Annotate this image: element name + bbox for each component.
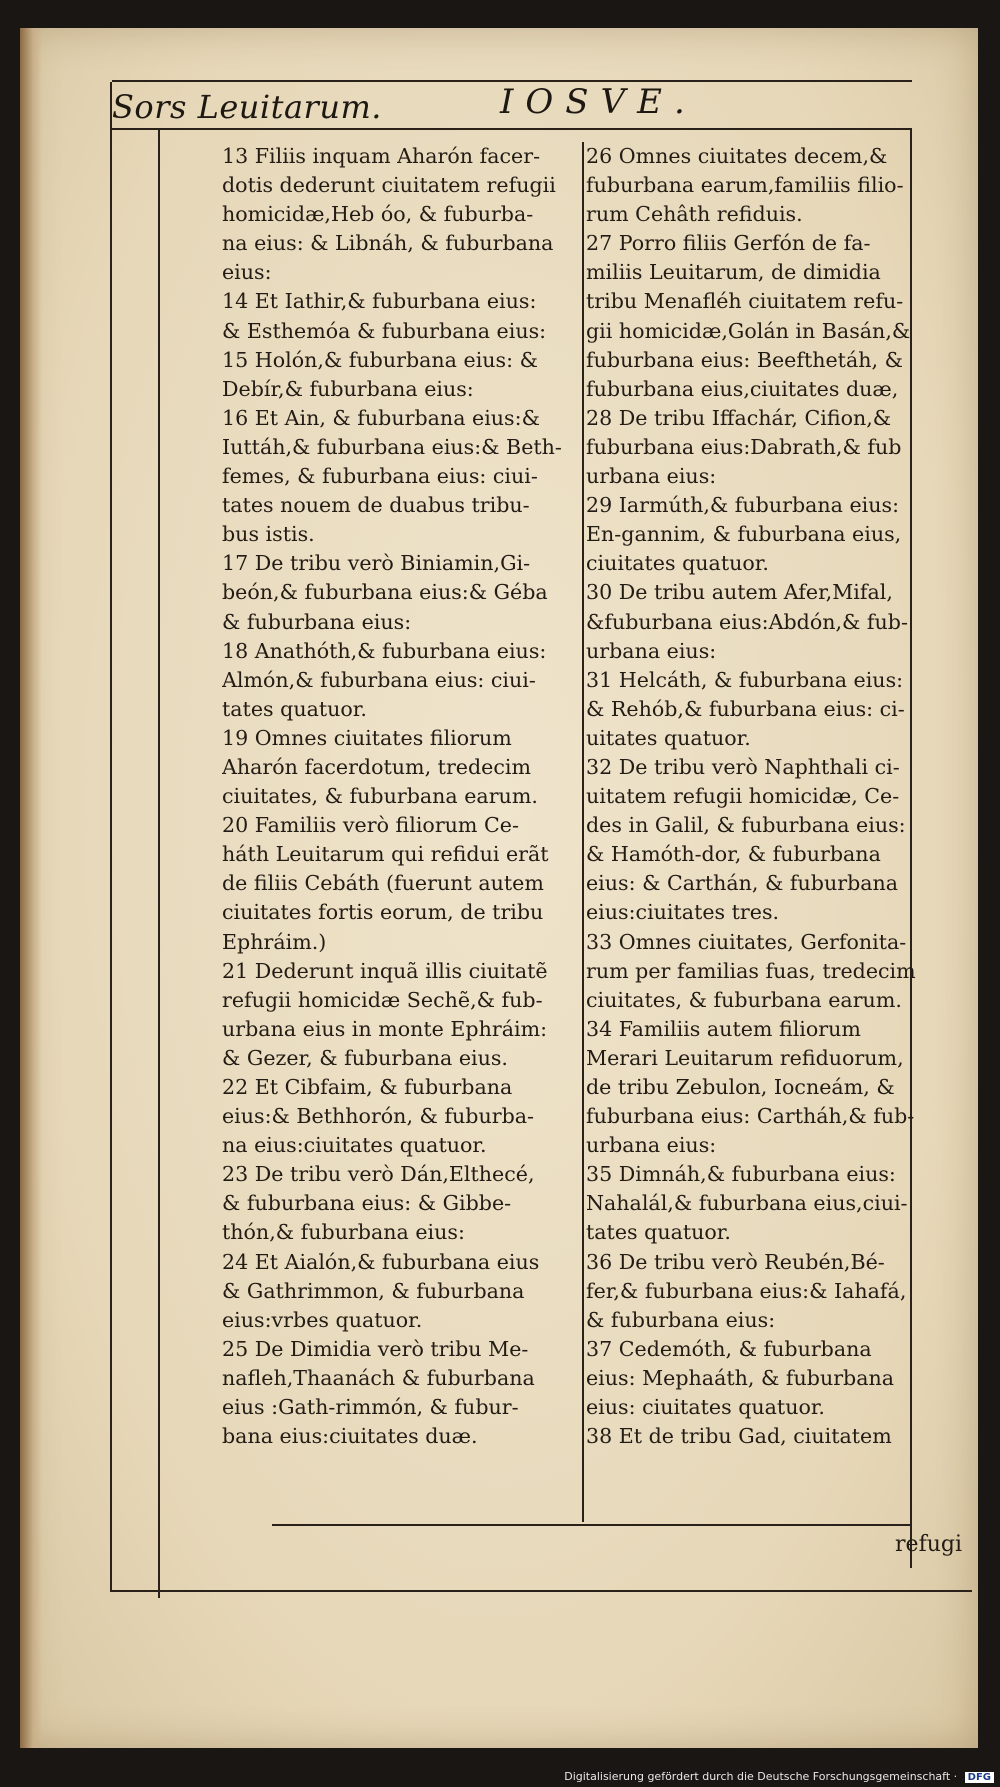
text-line: bana eius:ciuitates duæ.	[222, 1424, 478, 1449]
text-line: fuburbana eius: Cartháh,& fub-	[586, 1104, 915, 1129]
text-line: urbana eius:	[586, 464, 717, 489]
text-line: 32 De tribu verò Naphthali ci-	[586, 754, 900, 779]
text-line: uitates quatuor.	[586, 725, 751, 750]
text-line: fuburbana earum,familiis filio-	[586, 173, 904, 198]
frame-left-rule	[110, 82, 112, 1592]
text-line: & fuburbana eius:	[586, 1307, 776, 1332]
dfg-logo: DFG	[965, 1772, 994, 1783]
text-line: de filiis Cebáth (fuerunt autem	[222, 871, 544, 896]
text-line: 35 Dimnáh,& fuburbana eius:	[586, 1162, 896, 1187]
right-text-column	[586, 142, 971, 1451]
text-line: 34 Familiis autem filiorum	[586, 1016, 861, 1041]
text-line: fuburbana eius,ciuitates duæ,	[586, 376, 899, 401]
text-line: na eius: & Libnáh, & fuburbana	[222, 231, 554, 256]
header-bottom-rule	[112, 128, 912, 130]
text-line: fuburbana eius: Beefthetáh, &	[586, 347, 903, 372]
text-line: de tribu Zebulon, Iocneám, &	[586, 1075, 895, 1099]
text-line: Iuttáh,& fuburbana eius:& Beth-	[222, 434, 562, 459]
text-line: 22 Et Cibfaim, & fuburbana	[222, 1075, 513, 1099]
text-line: ciuitates fortis eorum, de tribu	[222, 900, 544, 925]
text-line: 28 De tribu Iffachár, Cifion,&	[586, 405, 892, 430]
text-line: & Hamóth-dor, & fuburbana	[586, 842, 881, 867]
text-line: 27 Porro filiis Gerfón de fa-	[586, 231, 871, 256]
text-line: urbana eius:	[586, 638, 717, 663]
text-line: 29 Iarmúth,& fuburbana eius:	[586, 493, 900, 518]
text-line: Nahalál,& fuburbana eius,ciui-	[586, 1191, 908, 1216]
text-line: eius:ciuitates tres.	[586, 900, 780, 925]
text-line: miliis Leuitarum, de dimidia	[586, 260, 881, 285]
text-line: En-gannim, & fuburbana eius,	[586, 522, 902, 547]
text-line: Ephráim.)	[222, 929, 327, 954]
text-line: 30 De tribu autem Afer,Mifal,	[586, 580, 893, 605]
credit-text: Digitalisierung gefördert durch die Deutsche Forschungsgemeinschaft	[564, 1770, 951, 1783]
text-line: eius:& Bethhorón, & fuburba-	[222, 1104, 535, 1129]
text-line: rum per familias fuas, tredecim	[586, 958, 916, 983]
text-line: refugii homicidæ Sechẽ,& fub-	[222, 987, 543, 1012]
text-line: bus istis.	[222, 522, 315, 547]
text-line: eius: Mephaáth, & fuburbana	[586, 1365, 895, 1390]
text-line: 24 Et Aialón,& fuburbana eius	[222, 1249, 540, 1274]
inner-left-rule	[158, 128, 160, 1598]
text-line: ciuitates, & fuburbana earum.	[586, 987, 902, 1012]
text-line: &fuburbana eius:Abdón,& fub-	[586, 609, 908, 634]
text-line: Aharón facerdotum, tredecim	[222, 754, 531, 779]
text-line: & Gathrimmon, & fuburbana	[222, 1278, 525, 1303]
text-line: homicidæ,Heb óo, & fuburba-	[222, 202, 534, 227]
text-line: 26 Omnes ciuitates decem,&	[586, 144, 888, 168]
text-line: 14 Et Iathir,& fuburbana eius:	[222, 289, 537, 314]
text-line: ciuitates, & fuburbana earum.	[222, 784, 538, 809]
running-title: Sors Leuitarum.	[112, 88, 382, 126]
text-line: eius: & Carthán, & fuburbana	[586, 871, 899, 896]
text-line: 31 Helcáth, & fuburbana eius:	[586, 667, 904, 692]
text-line: des in Galil, & fuburbana eius:	[586, 813, 906, 838]
text-line: 20 Familiis verò filiorum Ce-	[222, 813, 519, 838]
text-line: 17 De tribu verò Biniamin,Gi-	[222, 551, 531, 576]
text-line: & Esthemóa & fuburbana eius:	[222, 318, 547, 343]
text-line: & Rehób,& fuburbana eius: ci-	[586, 696, 905, 721]
text-line: eius:vrbes quatuor.	[222, 1307, 423, 1332]
page-binding-edge	[20, 28, 42, 1748]
text-line: 21 Dederunt inquã illis ciuitatẽ	[222, 958, 548, 983]
text-line: fuburbana eius:Dabrath,& fub	[586, 434, 902, 459]
text-line: gii homicidæ,Golán in Basán,&	[586, 318, 911, 343]
text-line: 18 Anathóth,& fuburbana eius:	[222, 638, 547, 663]
text-line: & Gezer, & fuburbana eius.	[222, 1045, 508, 1070]
text-line: 38 Et de tribu Gad, ciuitatem	[586, 1424, 892, 1449]
text-line: & fuburbana eius: & Gibbe-	[222, 1191, 512, 1216]
text-line: tates quatuor.	[222, 696, 367, 721]
book-title: IOSVE.	[500, 82, 697, 122]
text-line: Debír,& fuburbana eius:	[222, 376, 474, 401]
text-bottom-rule	[272, 1524, 912, 1526]
text-line: rum Cehâth refiduis.	[586, 202, 803, 227]
text-line: 36 De tribu verò Reubén,Bé-	[586, 1249, 885, 1274]
text-line: urbana eius in monte Ephráim:	[222, 1016, 548, 1041]
text-line: tates quatuor.	[586, 1220, 731, 1245]
frame-bottom-rule	[112, 1590, 972, 1592]
text-line: 23 De tribu verò Dán,Elthecé,	[222, 1162, 535, 1187]
text-line: thón,& fuburbana eius:	[222, 1220, 465, 1245]
text-line: beón,& fuburbana eius:& Géba	[222, 580, 548, 605]
text-line: tates nouem de duabus tribu-	[222, 493, 530, 518]
text-line: eius :Gath-rimmón, & fubur-	[222, 1395, 519, 1420]
text-line: & fuburbana eius:	[222, 609, 412, 634]
text-line: 16 Et Ain, & fuburbana eius:&	[222, 405, 540, 430]
text-line: fer,& fuburbana eius:& Iahafá,	[586, 1278, 907, 1303]
text-line: nafleh,Thaanách & fuburbana	[222, 1365, 535, 1390]
text-line: 15 Holón,& fuburbana eius: &	[222, 347, 538, 372]
text-line: 25 De Dimidia verò tribu Me-	[222, 1336, 529, 1361]
text-line: femes, & fuburbana eius: ciui-	[222, 464, 538, 489]
text-line: eius: ciuitates quatuor.	[586, 1395, 825, 1420]
text-line: 19 Omnes ciuitates filiorum	[222, 725, 512, 750]
text-line: urbana eius:	[586, 1133, 717, 1158]
text-line: 13 Filiis inquam Aharón facer-	[222, 144, 541, 168]
text-line: uitatem refugii homicidæ, Ce-	[586, 784, 900, 809]
text-line: háth Leuitarum qui refidui erãt	[222, 842, 549, 867]
catchword: refugi	[895, 1532, 962, 1557]
text-line: 37 Cedemóth, & fuburbana	[586, 1336, 872, 1361]
text-line: eius:	[222, 260, 272, 285]
text-line: ciuitates quatuor.	[586, 551, 769, 576]
text-line: tribu Menafléh ciuitatem refu-	[586, 289, 904, 314]
text-line: dotis dederunt ciuitatem refugii	[222, 173, 556, 198]
text-line: na eius:ciuitates quatuor.	[222, 1133, 487, 1158]
text-line: 33 Omnes ciuitates, Gerfonita-	[586, 929, 907, 954]
digitization-credit: Digitalisierung gefördert durch die Deutsche Forschungsgemeinschaft · DFG	[564, 1770, 994, 1783]
text-line: Merari Leuitarum refiduorum,	[586, 1045, 904, 1070]
text-line: Almón,& fuburbana eius: ciui-	[222, 667, 536, 692]
left-text-column	[222, 142, 610, 1451]
